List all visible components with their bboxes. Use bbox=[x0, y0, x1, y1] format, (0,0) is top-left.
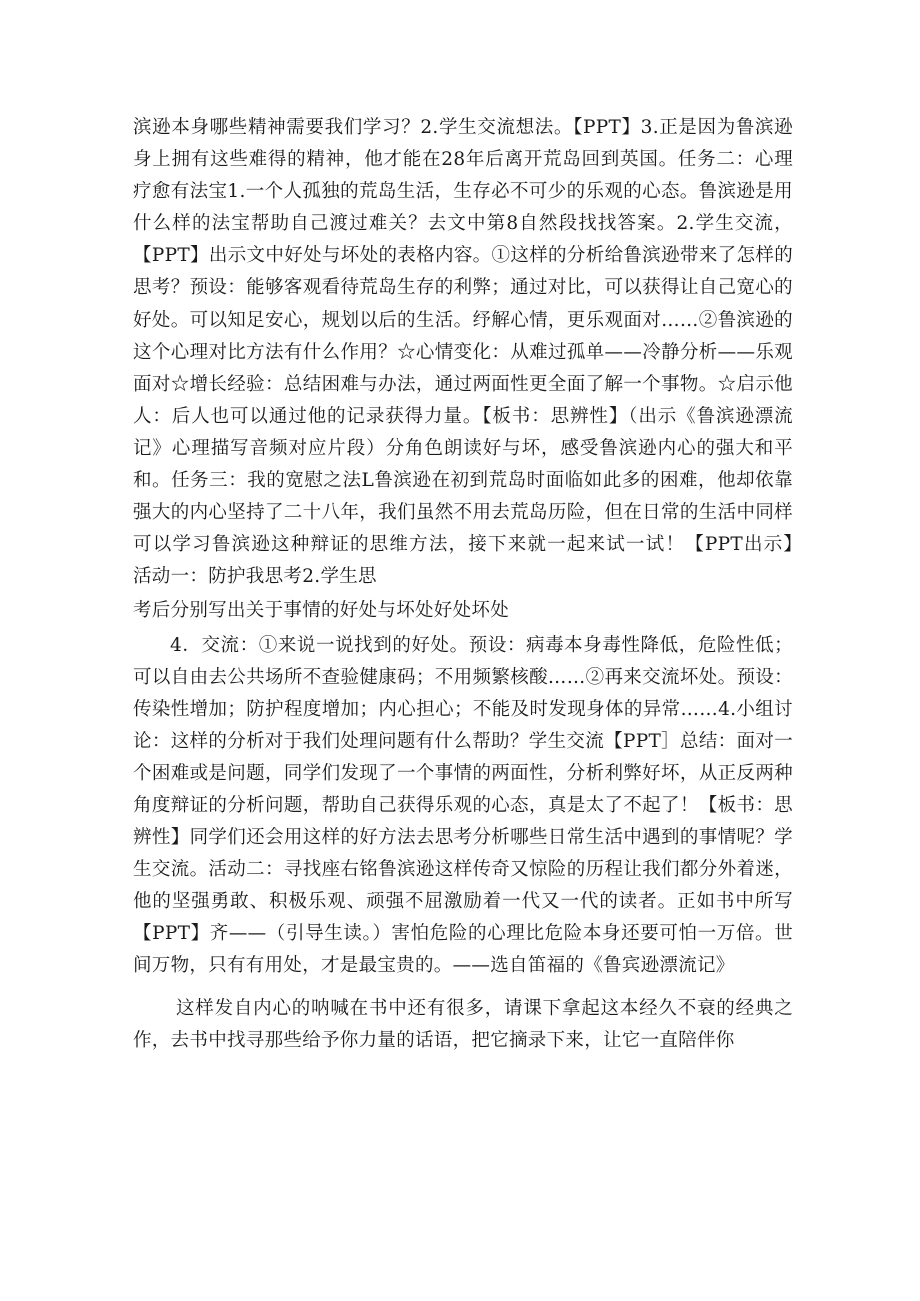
paragraph-exchange: 4．交流：①来说一说找到的好处。预设：病毒本身毒性降低，危险性低；可以自由去公共场所不查验健康码；不用频繁核酸……②再来交流坏处。预设：传染性增加；防护程度增加；内心担心；不能及时发现身体的异常……4.小组讨论：这样的分析对于我们处理问题有什么帮助？学生交流【PPT］总结：面对一个困难或是问题，同学们发现了一个事情的两面性，分析利弊好坏，从正反两种角度辩证的分析问题，帮助自己获得乐观的心态，真是太了不起了！【板书：思辨性】同学们还会用这样的好方法去思考分析哪些日常生活中遇到的事情呢？学生交流。活动二：寻找座右铭鲁滨逊这样传奇又惊险的历程让我们都分外着迷，他的坚强勇敢、积极乐观、顽强不屈激励着一代又一代的读者。正如书中所写【PPT】齐——（引导生读。）害怕危险的心理比危险本身还要可怕一万倍。世间万物，只有有用处，才是最宝贵的。——选自笛福的《鲁宾逊漂流记》 bbox=[133, 634, 793, 977]
paragraph-closing: 这样发自内心的呐喊在书中还有很多，请课下拿起这本经久不衰的经典之作，去书中找寻那些给予你力量的话语，把它摘录下来，让它一直陪伴你 bbox=[133, 997, 793, 1051]
paragraph-task-two: 滨逊本身哪些精神需要我们学习？2.学生交流想法。【PPT】3.正是因为鲁滨逊身上拥有这些难得的精神，他才能在28年后离开荒岛回到英国。任务二：心理疗愈有法宝1.一个人孤独的荒岛生活，生存必不可少的乐观的心态。鲁滨逊是用什么样的法宝帮助自己渡过难关？去文中第8自然段找找答案。2.学生交流，【PPT】出示文中好处与坏处的表格内容。①这样的分析给鲁滨逊带来了怎样的思考？预设：能够客观看待荒岛生存的利弊；通过对比，可以获得让自己宽心的好处。可以知足安心，规划以后的生活。纾解心情，更乐观面对……②鲁滨逊的这个心理对比方法有什么作用？☆心情变化：从难过孤单——冷静分析——乐观面对☆增长经验：总结困难与办法，通过两面性更全面了解一个事物。☆启示他人：后人也可以通过他的记录获得力量。【板书：思辨性】（出示《鲁滨逊漂流记》心理描写音频对应片段）分角色朗读好与坏，感受鲁滨逊内心的强大和平和。任务三：我的宽慰之法L鲁滨逊在初到荒岛时面临如此多的困难，他却依靠强大的内心坚持了二十八年，我们虽然不用去荒岛历险，但在日常的生活中同样可以学习鲁滨逊这种辩证的思维方法，接下来就一起来试一试！【PPT出示】 活动一：防护我思考2.学生思 bbox=[133, 117, 831, 588]
paragraph-write-good-bad: 考后分别写出关于事情的好处与坏处好处坏处 bbox=[133, 600, 510, 622]
document-body bbox=[133, 112, 831, 1057]
